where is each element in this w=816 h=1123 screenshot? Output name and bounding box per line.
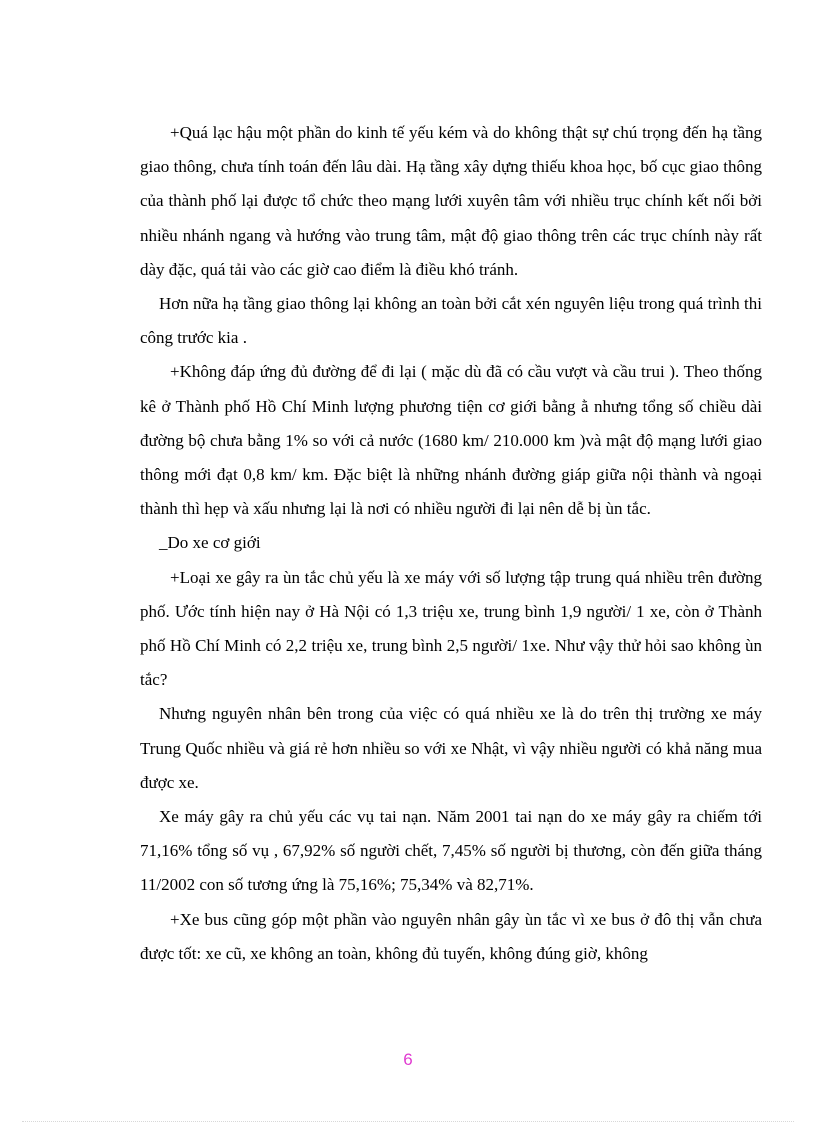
page-number: 6 <box>403 1050 413 1069</box>
document-body <box>140 116 762 971</box>
paragraph-cheap-motorbikes: Nhưng nguyên nhân bên trong của việc có quá nhiều xe là do trên thị trường xe máy Trung Quốc nhiều và giá rẻ hơn nhiều so với xe Nhật, vì vậy nhiều người có khả năng mua được xe. <box>140 704 762 792</box>
paragraph-buses: +Xe bus cũng góp một phần vào nguyên nhân gây ùn tắc vì xe bus ở đô thị vẫn chưa được tốt: xe cũ, xe không an toàn, không đủ tuyến, không đúng giờ, không <box>140 909 762 963</box>
paragraph-unsafe-infrastructure: Hơn nữa hạ tầng giao thông lại không an toàn bởi cắt xén nguyên liệu trong quá trình thi công trước kia . <box>140 294 762 348</box>
footer-divider <box>22 1121 794 1122</box>
section-heading-vehicles: _Do xe cơ giới <box>159 533 261 553</box>
paragraph-accidents: Xe máy gây ra chủ yếu các vụ tai nạn. Năm 2001 tai nạn do xe máy gây ra chiếm tới 71,16% tổng số vụ , 67,92% số người chết, 7,45% số người bị thương, còn đến giữa tháng 11/2002 con số tương ứng là 75,16%; 75,34% và 82,71%. <box>140 807 762 895</box>
paragraph-motorbikes: +Loại xe gây ra ùn tắc chủ yếu là xe máy với số lượng tập trung quá nhiều trên đường phố. Ước tính hiện nay ở Hà Nội có 1,3 triệu xe, trung bình 1,9 người/ 1 xe, còn ở Thành phố Hồ Chí Minh có 2,2 triệu xe, trung bình 2,5 người/ 1xe. Như vậy thử hỏi sao không ùn tắc? <box>140 567 762 690</box>
paragraph-infrastructure: +Quá lạc hậu một phần do kinh tế yếu kém và do không thật sự chú trọng đến hạ tầng giao thông, chưa tính toán đến lâu dài. Hạ tầng xây dựng thiếu khoa học, bố cục giao thông của thành phố lại được tổ chức theo mạng lưới xuyên tâm với nhiều trục chính kết nối bởi nhiều nhánh ngang và hướng vào trung tâm, mật độ giao thông trên các trục chính này rất dày đặc, quá tải vào các giờ cao điểm là điều khó tránh. <box>140 123 762 279</box>
paragraph-road-shortage: +Không đáp ứng đủ đường để đi lại ( mặc dù đã có cầu vượt và cầu trui ). Theo thống kê ở Thành phố Hồ Chí Minh lượng phương tiện cơ giới bằng ằ nhưng tổng số chiều dài đường bộ chưa bằng 1% so với cả nước (1680 km/ 210.000 km )và mật độ mạng lưới giao thông mới đạt 0,8 km/ km. Đặc biệt là những nhánh đường giáp giữa nội thành và ngoại thành thì hẹp và xấu nhưng lại là nơi có nhiều người đi lại nên dễ bị ùn tắc. <box>140 362 762 519</box>
